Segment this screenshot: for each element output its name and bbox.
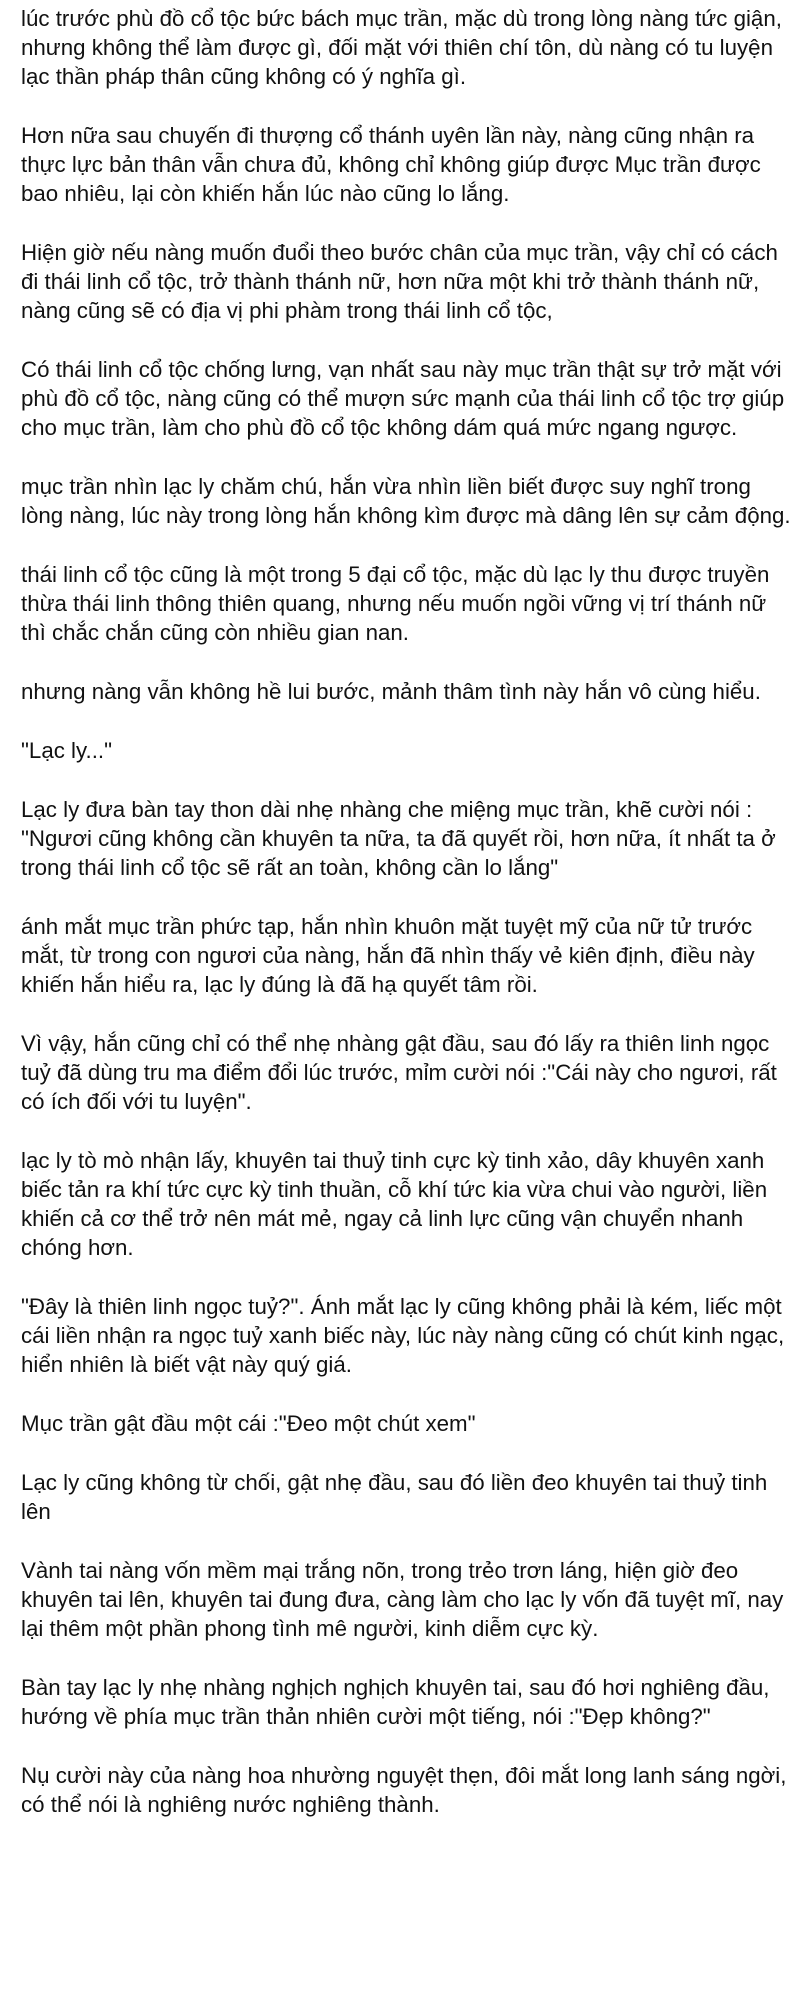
paragraph-17: Bàn tay lạc ly nhẹ nhàng nghịch nghịch khuyên tai, sau đó hơi nghiêng đầu, hướng về phía mục trần thản nhiên cười một tiếng, nói :"Đẹp không?" bbox=[21, 1675, 770, 1729]
paragraph-16: Vành tai nàng vốn mềm mại trắng nõn, trong trẻo trơn láng, hiện giờ đeo khuyên tai lên, khuyên tai đung đưa, càng làm cho lạc ly vốn đã tuyệt mĩ, nay lại thêm một phần phong tình mê người, kinh diễm cực kỳ. bbox=[21, 1558, 784, 1641]
paragraph-6: thái linh cổ tộc cũng là một trong 5 đại cổ tộc, mặc dù lạc ly thu được truyền thừa thái linh thông thiên quang, nhưng nếu muốn ngồi vững vị trí thánh nữ thì chắc chắn cũng còn nhiều gian nan. bbox=[21, 562, 770, 645]
paragraph-4: Có thái linh cổ tộc chống lưng, vạn nhất sau này mục trần thật sự trở mặt với phù đồ cổ tộc, nàng cũng có thể mượn sức mạnh của thái linh cổ tộc trợ giúp cho mục trần, làm cho phù đồ cổ tộc không dám quá mức ngang ngược. bbox=[21, 357, 785, 440]
paragraph-2: Hơn nữa sau chuyến đi thượng cổ thánh uyên lần này, nàng cũng nhận ra thực lực bản thân vẫn chưa đủ, không chỉ không giúp được Mục trần được bao nhiêu, lại còn khiến hắn lúc nào cũng lo lắng. bbox=[21, 123, 761, 206]
paragraph-18: Nụ cười này của nàng hoa nhường nguyệt thẹn, đôi mắt long lanh sáng ngời, có thể nói là nghiêng nước nghiêng thành. bbox=[21, 1763, 787, 1817]
paragraph-11: Vì vậy, hắn cũng chỉ có thể nhẹ nhàng gật đầu, sau đó lấy ra thiên linh ngọc tuỷ đã dùng tru ma điểm đổi lúc trước, mỉm cười nói :"Cái này cho ngươi, rất có ích đối với tu luyện". bbox=[21, 1031, 777, 1114]
paragraph-9: Lạc ly đưa bàn tay thon dài nhẹ nhàng che miệng mục trần, khẽ cười nói : "Ngươi cũng không cần khuyên ta nữa, ta đã quyết rồi, hơn nữa, ít nhất ta ở trong thái linh cổ tộc sẽ rất an toàn, không cần lo lắng" bbox=[21, 797, 776, 880]
paragraph-7: nhưng nàng vẫn không hề lui bước, mảnh thâm tình này hắn vô cùng hiểu. bbox=[21, 679, 761, 704]
paragraph-8: "Lạc ly..." bbox=[21, 738, 113, 763]
paragraph-3: Hiện giờ nếu nàng muốn đuổi theo bước chân của mục trần, vậy chỉ có cách đi thái linh cổ tộc, trở thành thánh nữ, hơn nữa một khi trở thành thánh nữ, nàng cũng sẽ có địa vị phi phàm trong thái linh cổ tộc, bbox=[21, 240, 778, 323]
paragraph-10: ánh mắt mục trần phức tạp, hắn nhìn khuôn mặt tuyệt mỹ của nữ tử trước mắt, từ trong con ngươi của nàng, hắn đã nhìn thấy vẻ kiên định, điều này khiến hắn hiểu ra, lạc ly đúng là đã hạ quyết tâm rồi. bbox=[21, 914, 755, 997]
paragraph-14: Mục trần gật đầu một cái :"Đeo một chút xem" bbox=[21, 1411, 476, 1436]
story-text bbox=[21, 4, 791, 1819]
paragraph-15: Lạc ly cũng không từ chối, gật nhẹ đầu, sau đó liền đeo khuyên tai thuỷ tinh lên bbox=[21, 1470, 768, 1524]
paragraph-5: mục trần nhìn lạc ly chăm chú, hắn vừa nhìn liền biết được suy nghĩ trong lòng nàng, lúc này trong lòng hắn không kìm được mà dâng lên sự cảm động. bbox=[21, 474, 791, 528]
paragraph-1: lúc trước phù đồ cổ tộc bức bách mục trần, mặc dù trong lòng nàng tức giận, nhưng không thể làm được gì, đối mặt với thiên chí tôn, dù nàng có tu luyện lạc thần pháp thân cũng không có ý nghĩa gì. bbox=[21, 6, 782, 89]
paragraph-13: "Đây là thiên linh ngọc tuỷ?". Ánh mắt lạc ly cũng không phải là kém, liếc một cái liền nhận ra ngọc tuỷ xanh biếc này, lúc này nàng cũng có chút kinh ngạc, hiển nhiên là biết vật này quý giá. bbox=[21, 1294, 785, 1377]
paragraph-12: lạc ly tò mò nhận lấy, khuyên tai thuỷ tinh cực kỳ tinh xảo, dây khuyên xanh biếc tản ra khí tức cực kỳ tinh thuần, cỗ khí tức kia vừa chui vào người, liền khiến cả cơ thể trở nên mát mẻ, ngay cả linh lực cũng vận chuyển nhanh chóng hơn. bbox=[21, 1148, 768, 1260]
